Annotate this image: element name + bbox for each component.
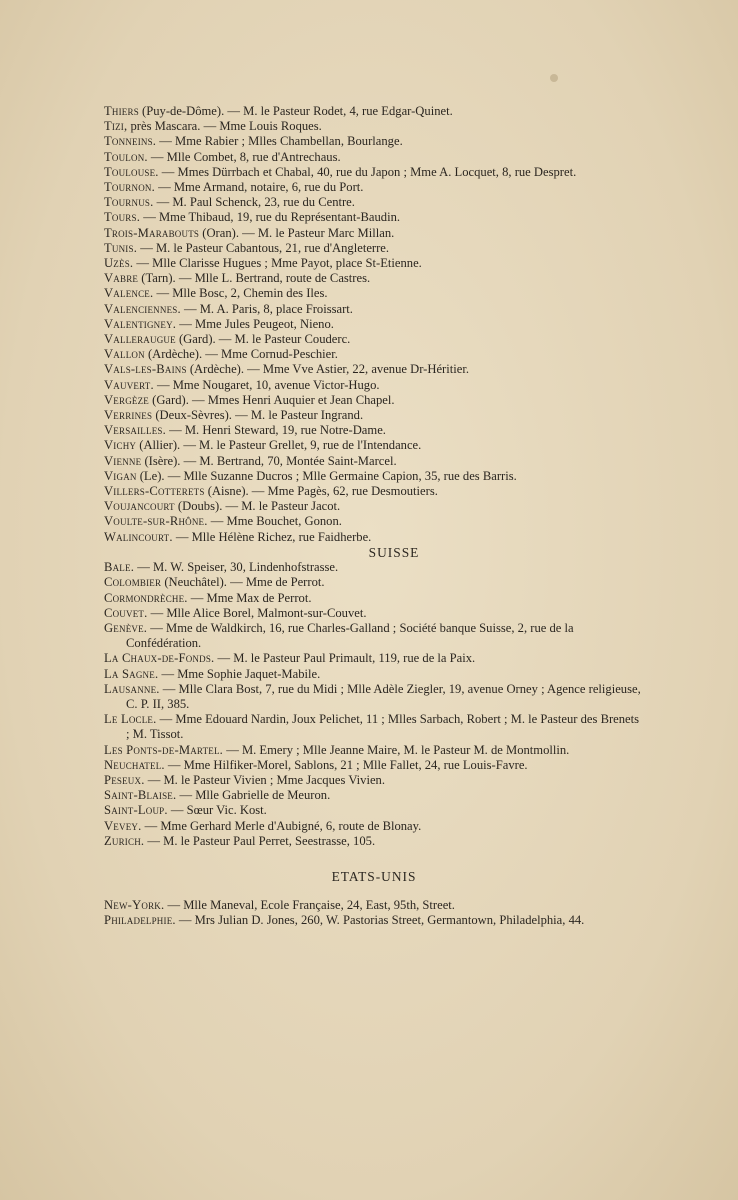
entry-details: — Mlle Bosc, 2, Chemin des Iles. [153,286,328,301]
directory-entry [104,195,644,210]
entry-details: — Mlle Clara Bost, 7, rue du Midi ; Mlle Adèle Ziegler, 19, avenue Orney ; Agence religieuse, C. P. II, 385. [126,681,641,711]
directory-entry [104,788,644,803]
section-heading: ETATS-UNIS [331,868,417,884]
directory-entry [104,362,644,377]
directory-entry [104,484,644,499]
entry-details: (Allier). — M. le Pasteur Grellet, 9, rue de l'Intendance. [136,438,422,453]
place-name: Valenciennes. [104,301,181,316]
entry-details: — Mme Edouard Nardin, Joux Pelichet, 11 ; Mlles Sarbach, Robert ; M. le Pasteur des Brenets ; M. Tissot. [126,712,640,742]
entry-details: — M. Paul Schenck, 23, rue du Centre. [153,195,355,210]
entry-details: — Mlle Hélène Richez, rue Faidherbe. [172,529,372,544]
entry-details: — Mme de Waldkirch, 16, rue Charles-Galland ; Société banque Suisse, 2, rue de la Confédération. [126,620,574,651]
entry-details: (Ardèche). — Mme Cornud-Peschier. [144,347,338,362]
directory-entry [104,271,644,286]
entry-details: (Gard). — Mmes Henri Auquier et Jean Chapel. [149,392,395,407]
entry-details: — Mlle Maneval, Ecole Française, 24, East, 95th, Street. [164,898,455,913]
directory-entry [104,104,644,119]
entry-details: — Mlle Clarisse Hugues ; Mme Payot, place St-Etienne. [133,256,422,271]
directory-entry [104,423,644,438]
entry-details: — Mme Rabier ; Mlles Chambellan, Bourlange. [156,134,403,149]
entry-details: — M. W. Speiser, 30, Lindenhofstrasse. [134,560,339,575]
entry-details: (Isère). — M. Bertrand, 70, Montée Saint-Marcel. [141,453,397,468]
entry-details: (Neuchâtel). — Mme de Perrot. [161,575,325,590]
directory-entry [104,150,644,165]
directory-entry [104,682,644,712]
place-name: Voulte-sur-Rhône. [104,514,208,529]
entry-details: — Sœur Vic. Kost. [167,803,267,818]
entry-details: — Mme Hilfiker-Morel, Sablons, 21 ; Mlle Fallet, 24, rue Louis-Favre. [164,757,528,772]
place-name: Le Locle. [104,712,157,727]
directory-entry [104,210,644,225]
place-name: Cormondrèche. [104,590,188,605]
directory-entry [104,332,644,347]
entry-details: — Mme Thibaud, 19, rue du Représentant-Baudin. [140,210,401,225]
place-name: Voujancourt [104,499,175,514]
place-name: Saint-Blaise. [104,788,177,803]
place-name: Toulouse. [104,164,159,179]
directory-entry [104,591,644,606]
entry-details: (Doubs). — M. le Pasteur Jacot. [174,499,341,514]
entry-details: — Mme Gerhard Merle d'Aubigné, 6, route de Blonay. [141,818,422,833]
directory-entry [104,454,644,469]
place-name: Walincourt. [104,529,173,544]
entry-details: — Mme Sophie Jaquet-Mabile. [158,666,321,681]
directory-entry [104,302,644,317]
directory-entry [104,758,644,773]
directory-entry [104,119,644,134]
place-name: Tours. [104,210,141,225]
place-name: Tizi, [104,119,128,134]
directory-entry [104,180,644,195]
place-name: Tunis. [104,240,138,255]
place-name: Verrines [104,408,153,423]
entry-details: — Mmes Dürrbach et Chabal, 40, rue du Japon ; Mme A. Locquet, 8, rue Despret. [158,164,577,179]
place-name: Valentigney. [104,316,177,331]
directory-entry [104,408,644,423]
entry-details: (Ardèche). — Mme Vve Astier, 22, avenue Dr-Héritier. [186,362,469,377]
section-heading: SUISSE [368,544,420,560]
entry-details: — M. le Pasteur Paul Perret, Seestrasse, 105. [144,833,376,848]
place-name: Neuchatel. [104,757,165,772]
directory-entry [104,575,644,590]
directory-entry [104,773,644,788]
place-name: Vallon [104,347,145,362]
entry-details: (Puy-de-Dôme). — M. le Pasteur Rodet, 4, rue Edgar-Quinet. [138,104,453,118]
place-name: Zurich. [104,833,145,848]
directory-entry [104,165,644,180]
place-name: Vabre [104,271,139,286]
entry-details: — Mme Jules Peugeot, Nieno. [176,316,334,331]
entry-details: — Mlle Alice Borel, Malmont-sur-Couvet. [147,605,367,620]
entry-details: (Aisne). — Mme Pagès, 62, rue Desmoutiers. [204,484,438,499]
entry-details: — M. Emery ; Mlle Jeanne Maire, M. le Pasteur M. de Montmollin. [223,742,570,757]
entry-details: — Mme Max de Perrot. [187,590,312,605]
place-name: Tonneins. [104,134,157,149]
directory-entry [104,743,644,758]
directory-entry [104,286,644,301]
directory-entry [104,913,644,928]
place-name: Uzès. [104,256,134,271]
entry-details: — M. A. Paris, 8, place Froissart. [180,301,353,316]
place-name: Toulon. [104,149,148,164]
entry-details: près Mascara. — Mme Louis Roques. [127,119,322,134]
place-name: Vichy [104,438,137,453]
directory-entry [104,530,644,545]
directory-entry [104,134,644,149]
directory-entry [104,393,644,408]
place-name: Valence. [104,286,154,301]
directory-entry [104,834,644,849]
entry-details: — Mlle Combet, 8, rue d'Antrechaus. [147,149,341,164]
place-name: Valleraugue [104,332,176,347]
place-name: Tournus. [104,195,154,210]
place-name: La Sagne. [104,666,159,681]
directory-entry [104,819,644,834]
directory-entry [104,803,644,818]
entry-details: (Gard). — M. le Pasteur Couderc. [175,332,351,347]
directory-entry [104,241,644,256]
place-name: Vevey. [104,818,142,833]
place-name: La Chaux-de-Fonds. [104,651,215,666]
entry-details: — Mme Bouchet, Gonon. [207,514,342,529]
place-name: Genève. [104,620,148,635]
directory-entry [104,378,644,393]
entry-details: (Le). — Mlle Suzanne Ducros ; Mlle Germaine Capion, 35, rue des Barris. [136,468,517,483]
place-name: Peseux. [104,772,145,787]
directory-entry [104,712,644,742]
entry-details: — Mme Nougaret, 10, avenue Victor-Hugo. [153,377,380,392]
place-name: Lausanne. [104,681,160,696]
place-name: Vigan [104,468,137,483]
entry-details: (Deux-Sèvres). — M. le Pasteur Ingrand. [152,408,364,423]
place-name: Tournon. [104,180,155,195]
directory-entry [104,438,644,453]
entry-details: — M. le Pasteur Paul Primault, 119, rue de la Paix. [214,651,476,666]
place-name: Vauvert. [104,377,154,392]
directory-entry [104,898,644,913]
entry-details: — M. Henri Steward, 19, rue Notre-Dame. [165,423,386,438]
place-name: Vals-les-Bains [104,362,187,377]
directory-entry [104,560,644,575]
entry-details: — M. le Pasteur Cabantous, 21, rue d'Angleterre. [137,240,390,255]
directory-entry [104,317,644,332]
place-name: Thiers [104,104,139,118]
place-name: Bale. [104,560,135,575]
place-name: Couvet. [104,605,148,620]
entry-details: — Mrs Julian D. Jones, 260, W. Pastorias Street, Germantown, Philadelphia, 44. [175,913,585,928]
directory-entry [104,469,644,484]
directory-entry [104,499,644,514]
directory-entry [104,226,644,241]
place-name: Trois-Marabouts [104,225,200,240]
place-name: Colombier [104,575,162,590]
ink-spot [550,74,558,82]
entry-details: (Tarn). — Mlle L. Bertrand, route de Castres. [138,271,371,286]
entry-details: — M. le Pasteur Vivien ; Mme Jacques Vivien. [144,772,385,787]
directory-entry [104,256,644,271]
place-name: Villers-Cotterets [104,484,205,499]
directory-column [104,104,644,929]
directory-entry [104,606,644,621]
place-name: Saint-Loup. [104,803,168,818]
entry-details: (Oran). — M. le Pasteur Marc Millan. [199,225,395,240]
directory-entry [104,514,644,529]
place-name: Vienne [104,453,142,468]
directory-entry [104,347,644,362]
place-name: Vergèze [104,392,149,407]
place-name: Philadelphie. [104,913,176,928]
directory-entry [104,667,644,682]
place-name: New-York. [104,898,165,913]
entry-details: — Mme Armand, notaire, 6, rue du Port. [154,180,364,195]
directory-entry [104,621,644,651]
place-name: Les Ponts-de-Martel. [104,742,224,757]
place-name: Versailles. [104,423,166,438]
entry-details: — Mlle Gabrielle de Meuron. [176,788,331,803]
directory-entry [104,651,644,666]
